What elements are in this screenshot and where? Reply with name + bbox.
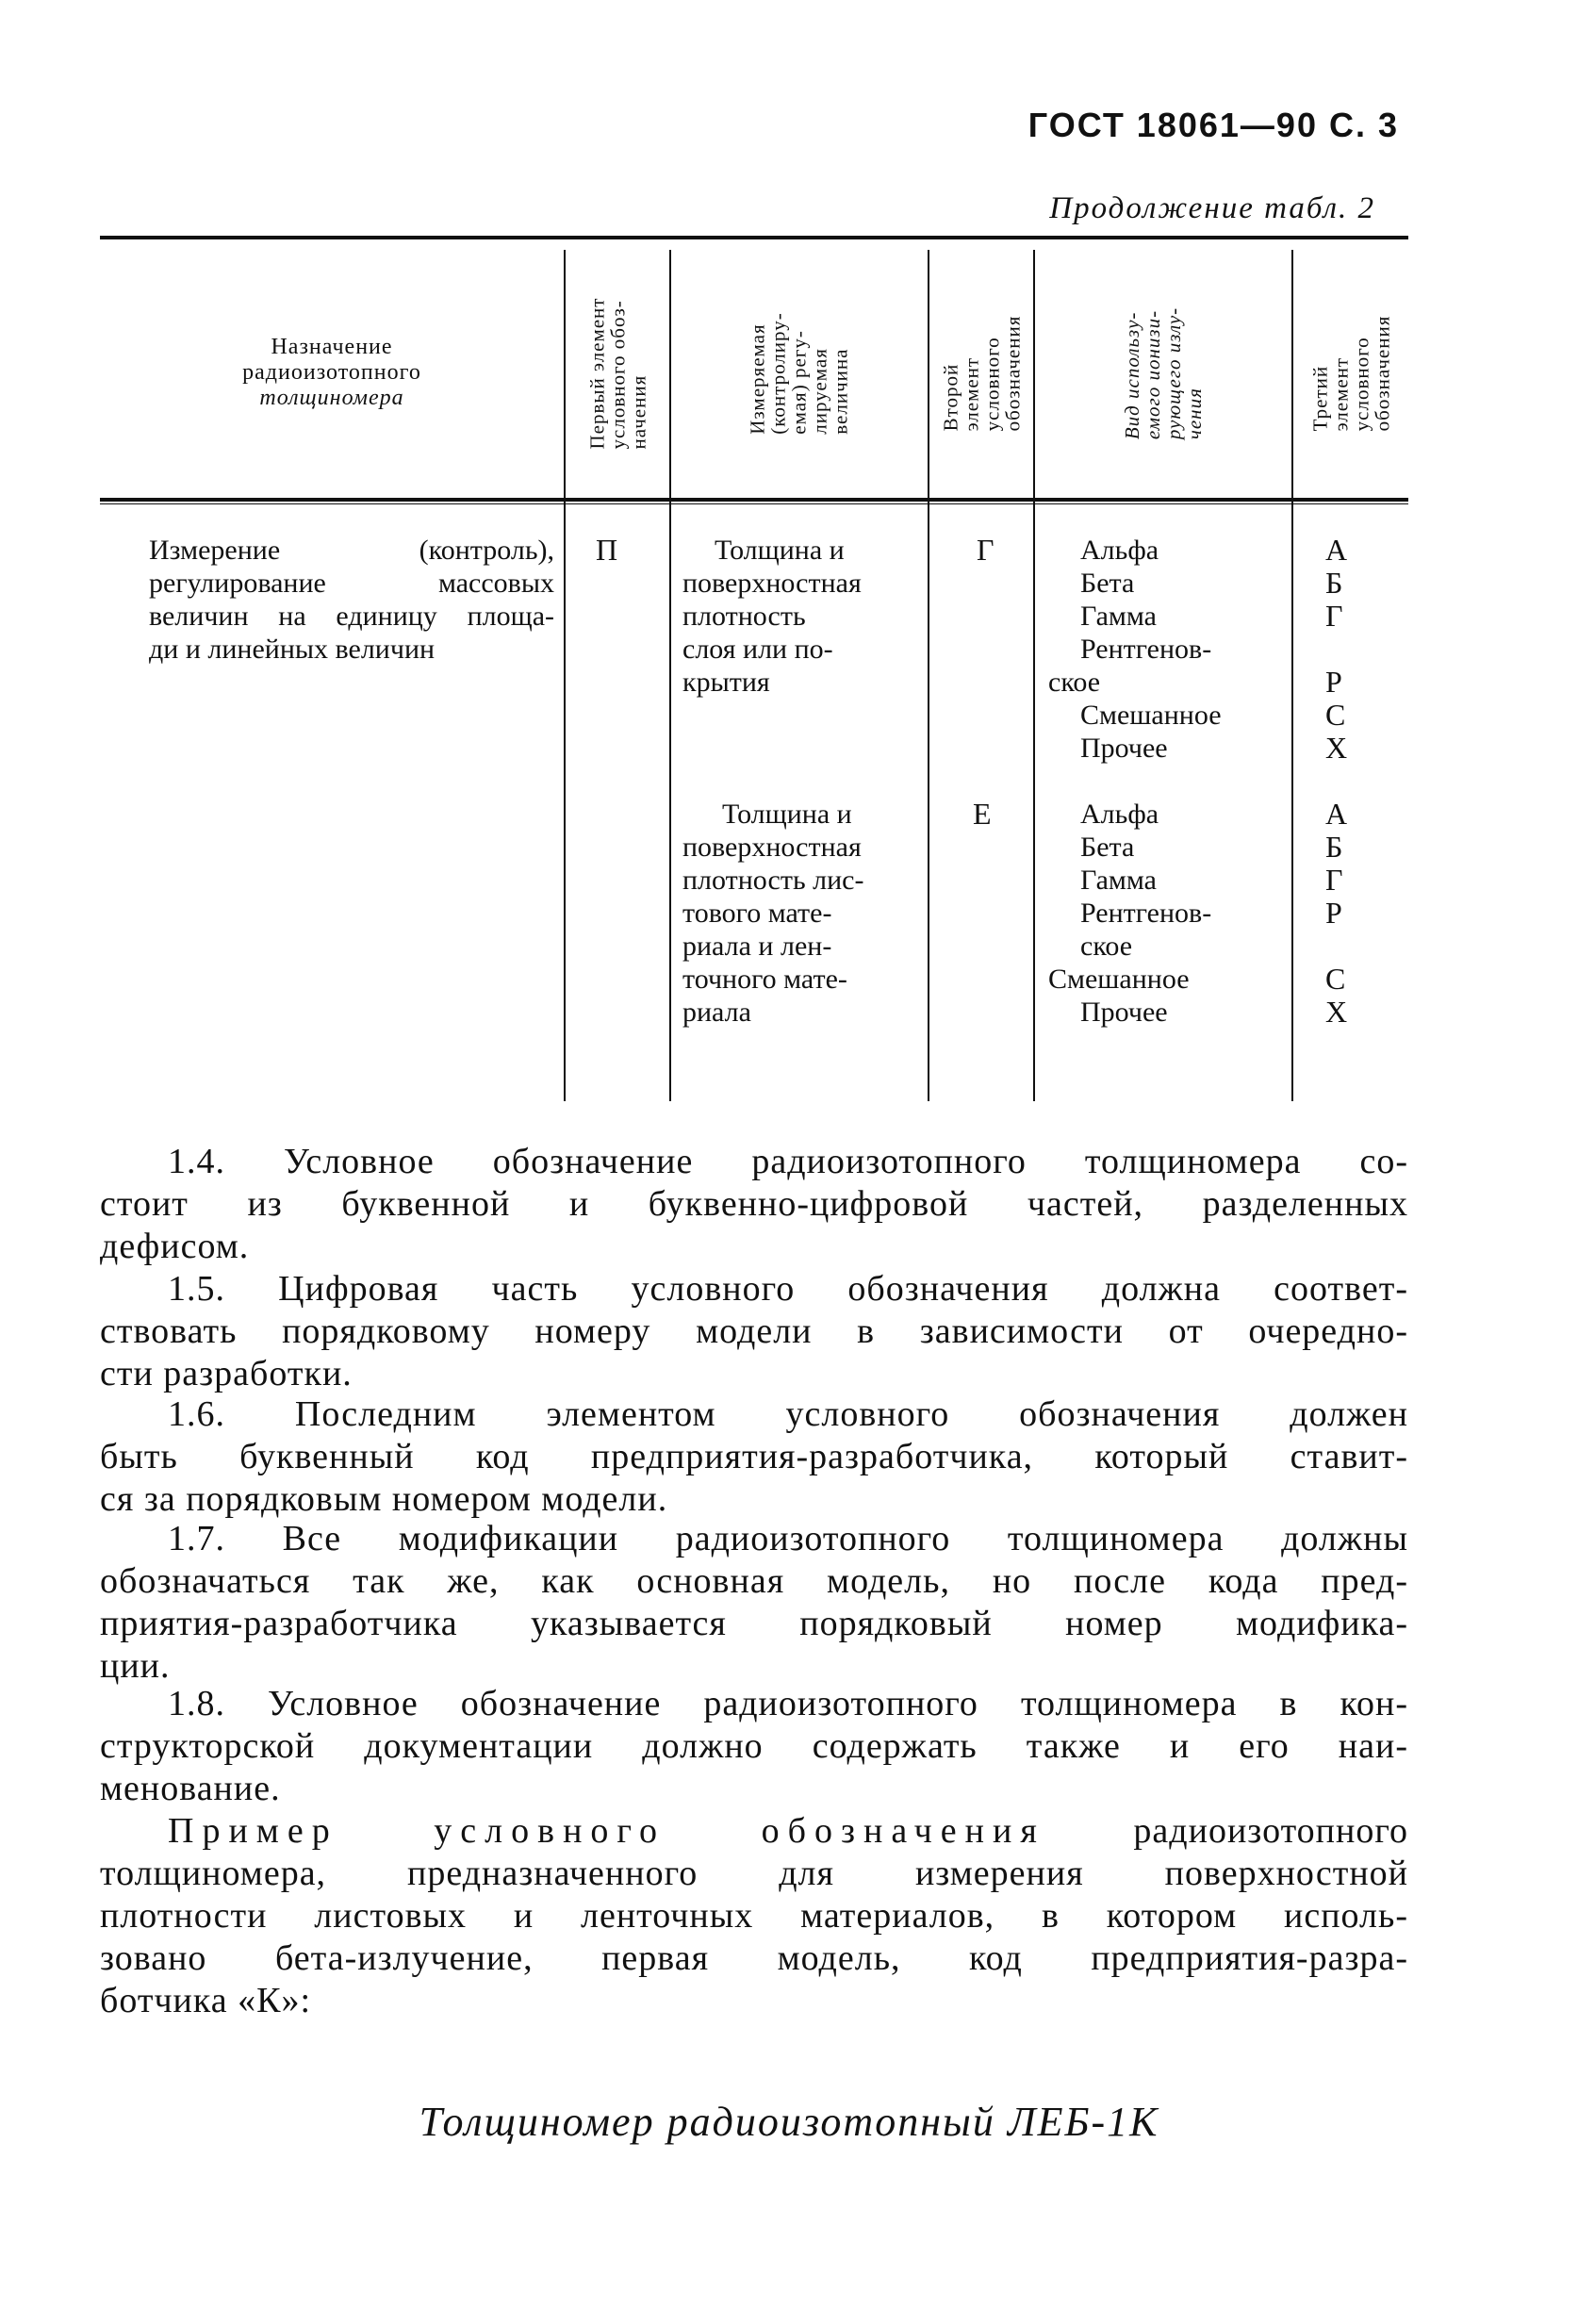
example-paragraph: Пример условного обозначения радиоизотопного толщиномера, предназначенного для измерения поверхностной плотности листовых и ленточных материалов, в котором исполь- зовано бета-излучение, первая модель, код предприятия-разра- ботчика «К»: [100,1811,1408,2020]
example-lead: Пример условного обозначения [168,1811,1045,1851]
column-header-first-element: Первый элемент условного обоз- начения [585,297,649,450]
table-continuation-label: Продолжение табл. 2 [1049,191,1375,225]
designation-table [100,236,1408,1101]
cell-first-code: П [596,533,618,567]
running-header: ГОСТ 18061—90 С. 3 [1027,106,1399,144]
table-top-rule [100,236,1408,239]
cell-third-codes: А Б Г Р С Х [1325,797,1348,1029]
column-header-measured-quantity: Измеряемая (контролиру- емая) регу- лируемая величина [747,312,852,435]
column-header-radiation-type: Вид использу- емого ионизи- рующего излу- чения [1120,306,1206,440]
cell-third-codes: А Б Г Р С Х [1325,533,1348,765]
cell-measured-quantity: Толщина и поверхностная плотность слоя или по- крытия [682,535,862,698]
column-header-purpose: Назначение радиоизотопного толщиномера [242,335,421,410]
cell-measured-quantity: Толщина и поверхностная плотность лис- тового мате- риала и лен- точного мате- риала [682,799,864,1028]
clause-1-7: 1.7. Все модификации радиоизотопного толщиномера должны обозначаться так же, как основная модель, но после кода пред- приятия-разработчика указывается порядковый номер модифика- ции. [100,1519,1408,1686]
cell-purpose: Измерение (контроль), регулирование массовых величин на единицу площа- ди и линейных величин [149,535,554,665]
cell-radiation-list: Альфа Бета Гамма Рентгенов- ское Смешанное Прочее [1048,799,1212,1028]
clause-1-4: 1.4. Условное обозначение радиоизотопного толщиномера со- стоит из буквенной и буквенно-цифровой частей, разделенных дефисом. [100,1142,1408,1266]
cell-second-code: Г [977,533,994,567]
header-bottom-rule-thin [100,503,1408,504]
column-header-third-element: Третий элемент условного обозначения [1308,315,1393,432]
clause-1-5: 1.5. Цифровая часть условного обозначения должна соответ- ствовать порядковому номеру модели в зависимости от очередно- сти разработки. [100,1269,1408,1393]
cell-second-code: Е [973,797,992,831]
column-header-second-element: Второй элемент условного обозначения [939,315,1024,432]
header-bottom-rule [100,498,1408,502]
example-designation: Толщиномер радиоизотопный ЛЕБ-1К [419,2099,1159,2145]
cell-radiation-list: Альфа Бета Гамма Рентгенов- ское Смешанное Прочее [1048,535,1222,764]
clause-1-6: 1.6. Последним элементом условного обозначения должен быть буквенный код предприятия-разработчика, который ставит- ся за порядковым номером модели. [100,1394,1408,1519]
clause-1-8: 1.8. Условное обозначение радиоизотопного толщиномера в кон- структорской документации должно содержать также и его наи- менование. [100,1684,1408,1808]
